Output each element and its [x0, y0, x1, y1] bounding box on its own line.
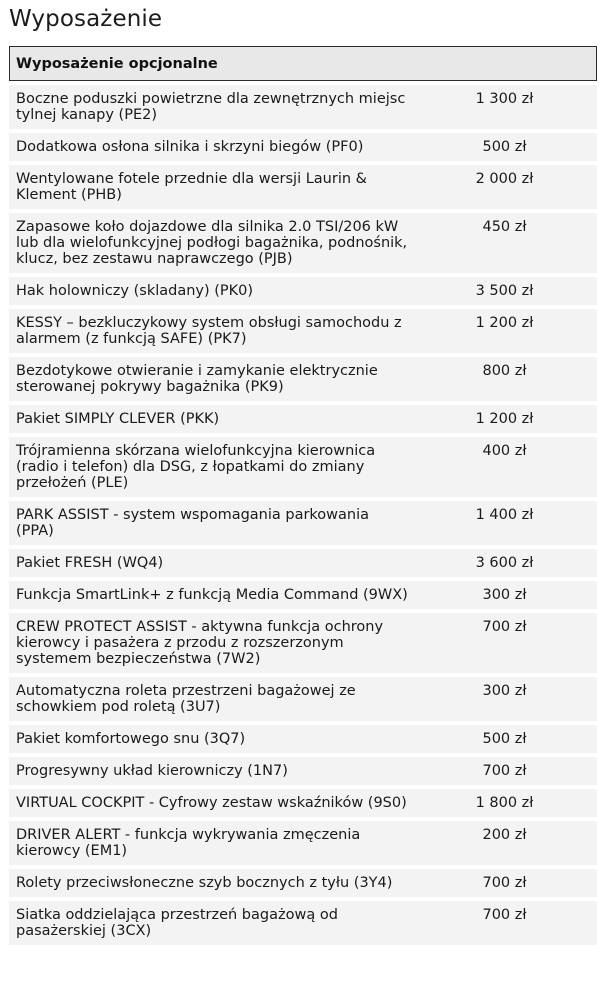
equipment-name: Rolety przeciwsłoneczne szyb bocznych z tyłu (3Y4): [16, 875, 393, 891]
equipment-row: [9, 757, 597, 785]
equipment-name: Funkcja SmartLink+ z funkcją Media Command (9WX): [16, 587, 408, 603]
equipment-price: 2 000 zł: [475, 171, 534, 187]
equipment-row: [9, 501, 597, 545]
equipment-row: [9, 165, 597, 209]
equipment-row: [9, 789, 597, 817]
equipment-price: 400 zł: [482, 443, 527, 459]
equipment-row: [9, 277, 597, 305]
equipment-row: [9, 85, 597, 129]
equipment-row: [9, 613, 597, 673]
equipment-price: 1 200 zł: [475, 411, 534, 427]
equipment-name: KESSY – bezkluczykowy system obsługi samochodu z alarmem (z funkcją SAFE) (PK7): [16, 315, 402, 347]
equipment-name: Pakiet SIMPLY CLEVER (PKK): [16, 411, 220, 427]
page-title: Wyposażenie: [9, 6, 163, 32]
equipment-row: [9, 309, 597, 353]
equipment-price: 700 zł: [482, 875, 527, 891]
equipment-price: 1 800 zł: [475, 795, 534, 811]
equipment-row: [9, 405, 597, 433]
equipment-row: [9, 725, 597, 753]
equipment-name: PARK ASSIST - system wspomagania parkowania (PPA): [16, 507, 370, 539]
equipment-price: 1 300 zł: [475, 91, 534, 107]
equipment-price: 3 600 zł: [475, 555, 534, 571]
equipment-price: 1 400 zł: [475, 507, 534, 523]
equipment-name: Automatyczna roleta przestrzeni bagażowej ze schowkiem pod roletą (3U7): [16, 683, 356, 715]
equipment-price: 500 zł: [482, 139, 527, 155]
equipment-row: [9, 821, 597, 865]
equipment-row: [9, 901, 597, 945]
equipment-name: Trójramienna skórzana wielofunkcyjna kierownica (radio i telefon) dla DSG, z łopatkami do zmiany przełożeń (PLE): [16, 443, 376, 491]
equipment-price: 700 zł: [482, 763, 527, 779]
equipment-price: 3 500 zł: [475, 283, 534, 299]
equipment-name: Dodatkowa osłona silnika i skrzyni biegów (PF0): [16, 139, 364, 155]
equipment-name: VIRTUAL COCKPIT - Cyfrowy zestaw wskaźników (9S0): [16, 795, 407, 811]
equipment-name: Zapasowe koło dojazdowe dla silnika 2.0 TSI/206 kW lub dla wielofunkcyjnej podłogi bagażnika, podnośnik, klucz, bez zestawu naprawczego (PJB): [16, 219, 408, 267]
equipment-price: 700 zł: [482, 619, 527, 635]
equipment-price: 200 zł: [482, 827, 527, 843]
equipment-name: Bezdotykowe otwieranie i zamykanie elektrycznie sterowanej pokrywy bagażnika (PK9): [16, 363, 378, 395]
section-header: Wyposażenie opcjonalne: [9, 46, 597, 81]
equipment-row: [9, 133, 597, 161]
equipment-row: [9, 869, 597, 897]
optional-equipment-section: [9, 46, 597, 949]
equipment-price: 800 zł: [482, 363, 527, 379]
equipment-row: [9, 437, 597, 497]
equipment-name: DRIVER ALERT - funkcja wykrywania zmęczenia kierowcy (EM1): [16, 827, 361, 859]
equipment-price: 500 zł: [482, 731, 527, 747]
equipment-row: [9, 357, 597, 401]
equipment-row: [9, 213, 597, 273]
equipment-price: 300 zł: [482, 683, 527, 699]
equipment-name: Siatka oddzielająca przestrzeń bagażową od pasażerskiej (3CX): [16, 907, 338, 939]
equipment-name: Wentylowane fotele przednie dla wersji Laurin & Klement (PHB): [16, 171, 367, 203]
equipment-row: [9, 549, 597, 577]
equipment-name: Progresywny układ kierowniczy (1N7): [16, 763, 288, 779]
equipment-name: Boczne poduszki powietrzne dla zewnętrznych miejsc tylnej kanapy (PE2): [16, 91, 406, 123]
equipment-price: 700 zł: [482, 907, 527, 923]
equipment-price: 1 200 zł: [475, 315, 534, 331]
equipment-name: Hak holowniczy (skladany) (PK0): [16, 283, 254, 299]
equipment-name: CREW PROTECT ASSIST - aktywna funkcja ochrony kierowcy i pasażera z przodu z rozszerzonym systemem bezpieczeństwa (7W2): [16, 619, 384, 667]
equipment-name: Pakiet komfortowego snu (3Q7): [16, 731, 246, 747]
equipment-list: [9, 85, 597, 945]
equipment-name: Pakiet FRESH (WQ4): [16, 555, 164, 571]
equipment-price: 450 zł: [482, 219, 527, 235]
equipment-row: [9, 677, 597, 721]
equipment-price: 300 zł: [482, 587, 527, 603]
equipment-row: [9, 581, 597, 609]
